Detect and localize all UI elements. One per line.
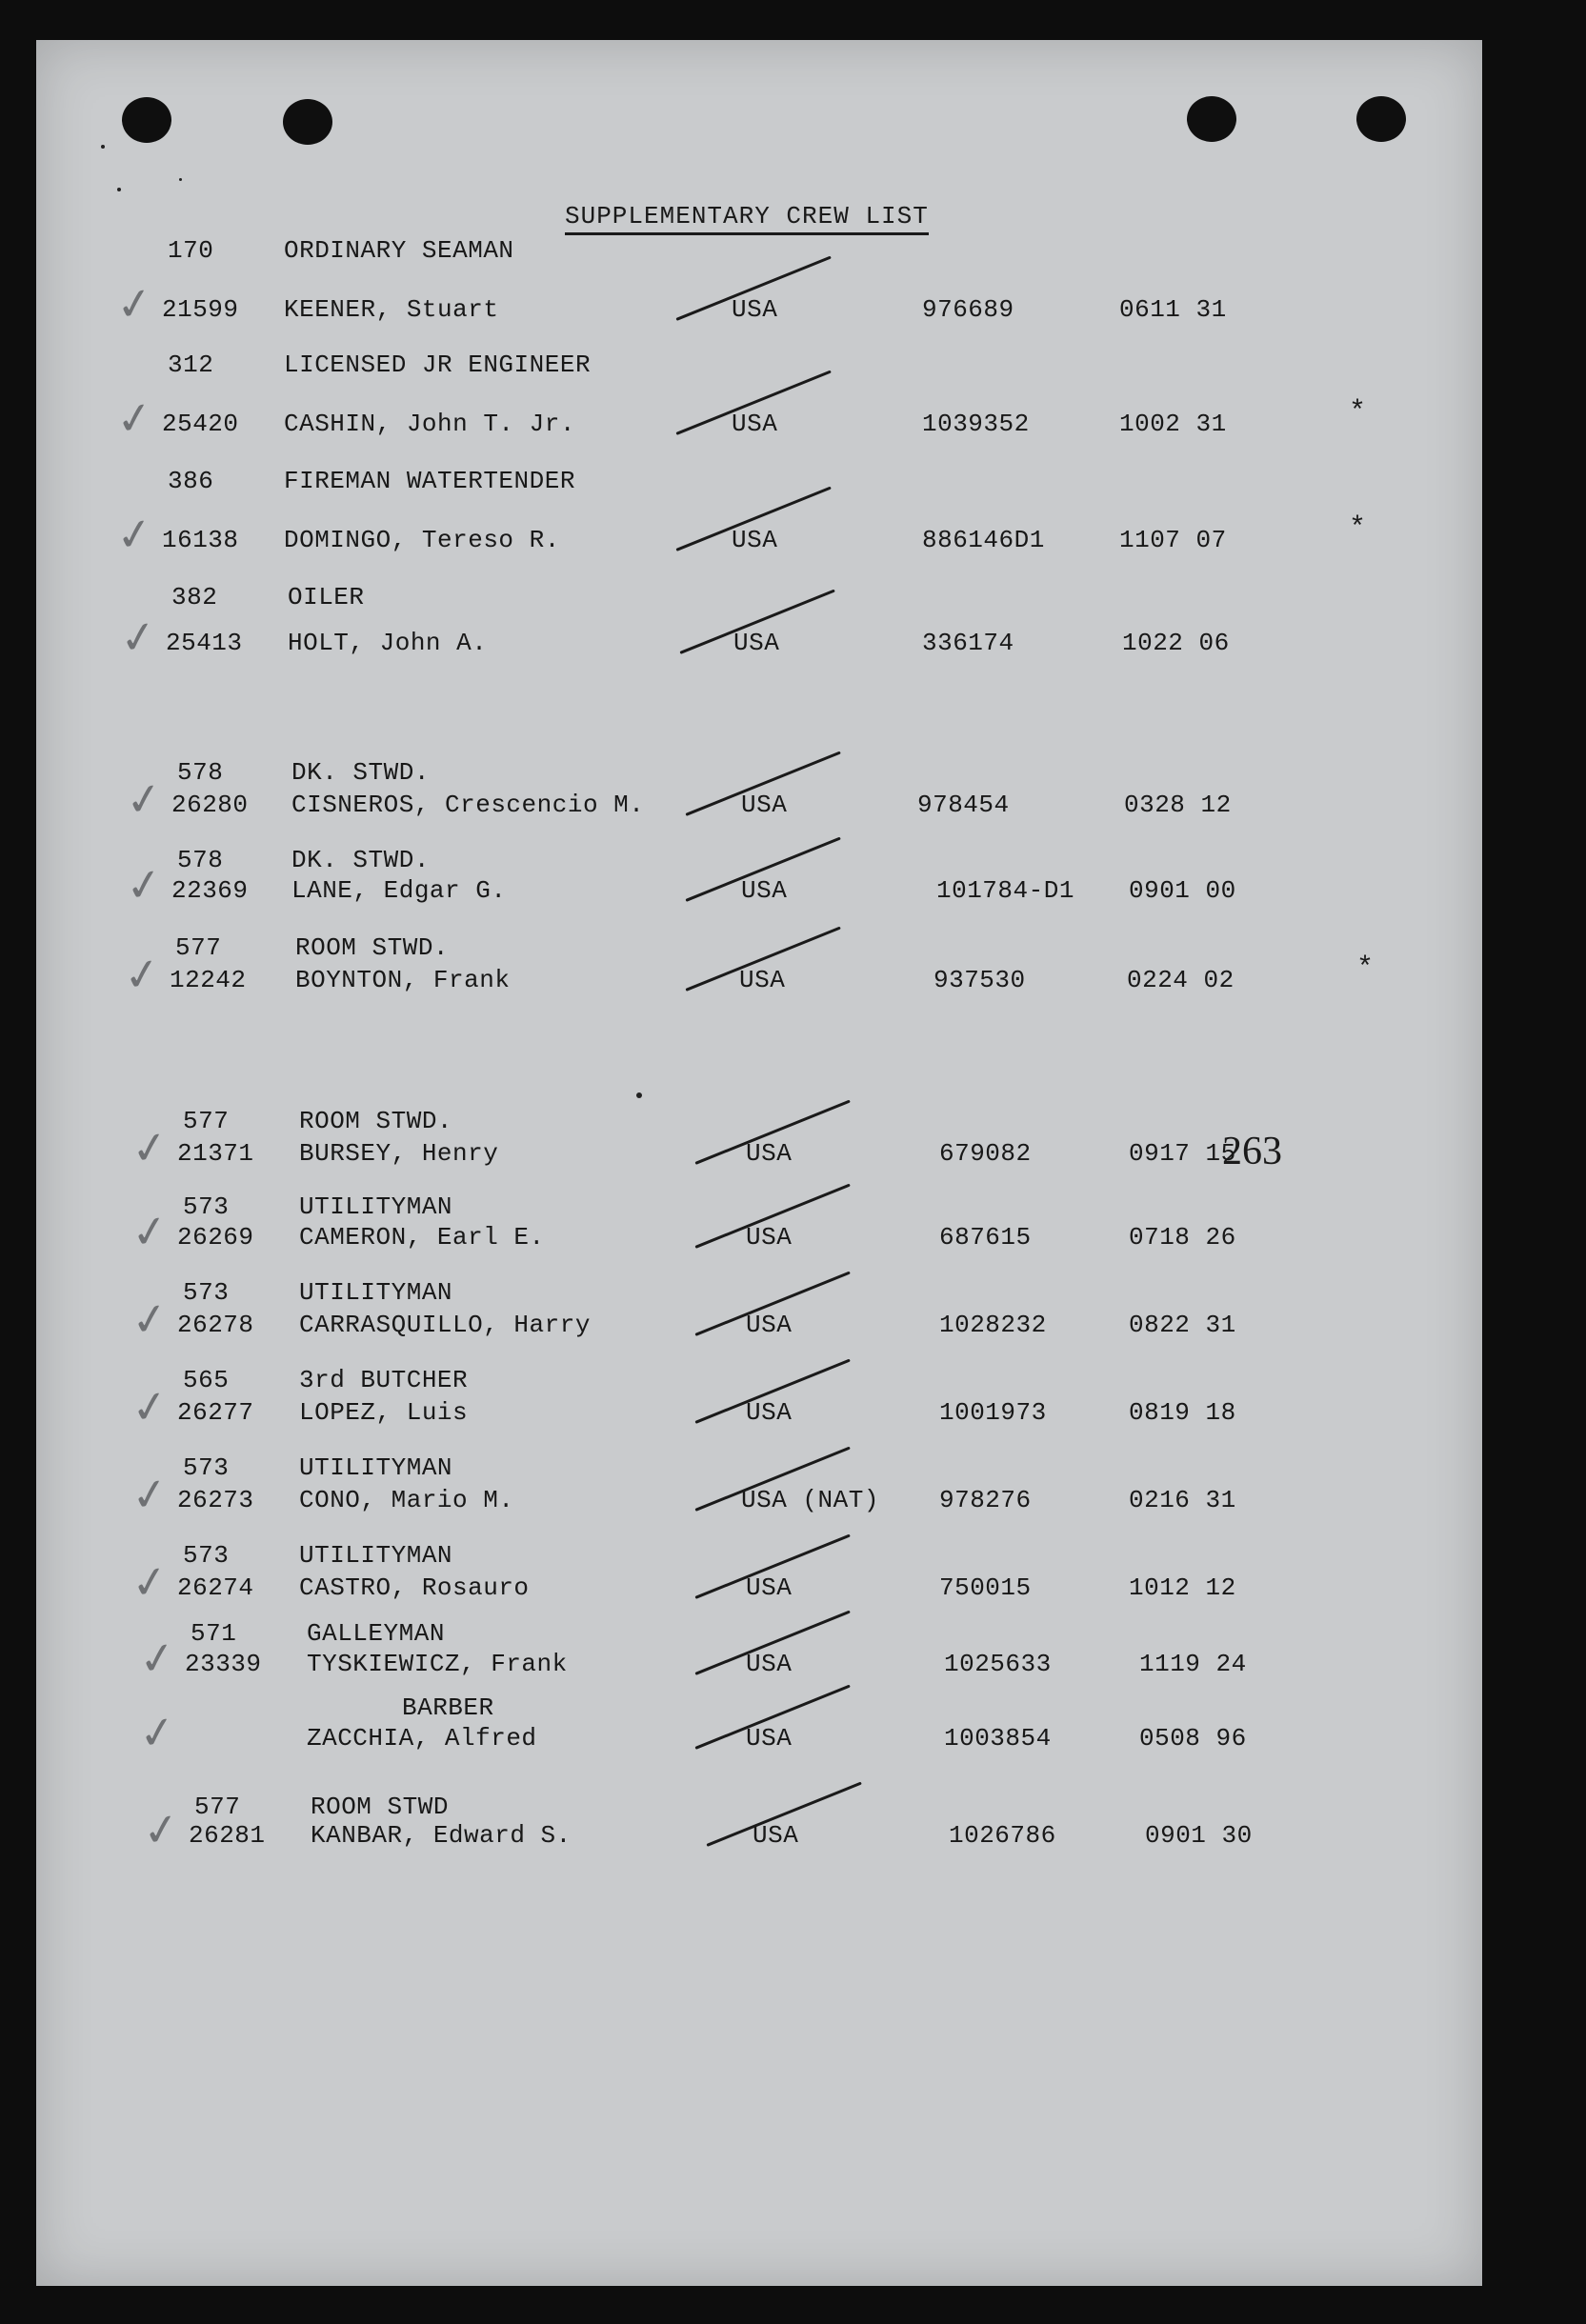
rating-code: 386 <box>168 467 214 495</box>
nationality: USA (NAT) <box>741 1486 879 1514</box>
check-mark-icon: ✓ <box>112 506 157 563</box>
certificate-number: 1003854 <box>944 1724 1052 1753</box>
date-code: 0224 02 <box>1127 966 1235 994</box>
dust-speck <box>117 188 121 191</box>
rating-code: 573 <box>183 1278 230 1307</box>
nationality: USA <box>746 1223 793 1252</box>
rating-code: 565 <box>183 1366 230 1394</box>
book-number: 26269 <box>177 1223 254 1252</box>
book-number: 26280 <box>171 791 249 819</box>
rating-title: UTILITYMAN <box>299 1192 453 1221</box>
crew-name: HOLT, John A. <box>288 629 488 657</box>
check-mark-icon: ✓ <box>120 946 165 1003</box>
certificate-number: 978276 <box>939 1486 1032 1514</box>
certificate-number: 1039352 <box>922 410 1030 438</box>
rating-code: 577 <box>183 1107 230 1135</box>
nationality: USA <box>739 966 786 994</box>
crew-name: BOYNTON, Frank <box>295 966 511 994</box>
book-number: 25413 <box>166 629 243 657</box>
crew-name: TYSKIEWICZ, Frank <box>307 1650 568 1678</box>
crew-name: CASTRO, Rosauro <box>299 1573 530 1602</box>
rating-code: 170 <box>168 236 214 265</box>
rating-title: UTILITYMAN <box>299 1541 453 1570</box>
date-code: 0508 96 <box>1139 1724 1247 1753</box>
rating-title: DK. STWD. <box>291 846 430 874</box>
rating-title: OILER <box>288 583 365 611</box>
date-code: 0216 31 <box>1129 1486 1236 1514</box>
punch-hole <box>122 97 171 143</box>
certificate-number: 978454 <box>917 791 1010 819</box>
crew-name: BURSEY, Henry <box>299 1139 499 1168</box>
crew-name: CASHIN, John T. Jr. <box>284 410 575 438</box>
book-number: 26278 <box>177 1311 254 1339</box>
rating-title: ROOM STWD <box>311 1793 449 1821</box>
nationality: USA <box>733 629 780 657</box>
date-code: 0328 12 <box>1124 791 1232 819</box>
rating-code: 573 <box>183 1192 230 1221</box>
crew-name: KANBAR, Edward S. <box>311 1821 572 1850</box>
crew-name: DOMINGO, Tereso R. <box>284 526 560 554</box>
nationality: USA <box>746 1398 793 1427</box>
check-mark-icon: ✓ <box>128 1119 172 1176</box>
asterisk-icon: * <box>1349 512 1367 545</box>
nationality: USA <box>741 791 788 819</box>
punch-hole <box>1187 96 1236 142</box>
rating-title: 3rd BUTCHER <box>299 1366 469 1394</box>
date-code: 0901 00 <box>1129 876 1236 905</box>
date-code: 1119 24 <box>1139 1650 1247 1678</box>
check-mark-icon: ✓ <box>116 609 161 666</box>
book-number: 26274 <box>177 1573 254 1602</box>
rating-code: 577 <box>194 1793 241 1821</box>
crew-name: LANE, Edgar G. <box>291 876 507 905</box>
nationality: USA <box>746 1724 793 1753</box>
rating-title: LICENSED JR ENGINEER <box>284 351 592 379</box>
check-mark-icon: ✓ <box>135 1704 180 1761</box>
check-mark-icon: ✓ <box>128 1203 172 1260</box>
rating-title: ORDINARY SEAMAN <box>284 236 514 265</box>
dust-speck <box>636 1092 642 1098</box>
certificate-number: 1001973 <box>939 1398 1047 1427</box>
rating-code: 571 <box>191 1619 237 1648</box>
crew-name: KEENER, Stuart <box>284 295 499 324</box>
rating-code: 578 <box>177 758 224 787</box>
rating-title: FIREMAN WATERTENDER <box>284 467 575 495</box>
rating-code: 578 <box>177 846 224 874</box>
crew-name: CONO, Mario M. <box>299 1486 514 1514</box>
book-number: 26273 <box>177 1486 254 1514</box>
book-number: 21599 <box>162 295 239 324</box>
date-code: 0822 31 <box>1129 1311 1236 1339</box>
check-mark-icon: ✓ <box>112 275 157 332</box>
date-code: 0611 31 <box>1119 295 1227 324</box>
check-mark-icon: ✓ <box>128 1378 172 1435</box>
nationality: USA <box>753 1821 799 1850</box>
check-mark-icon: ✓ <box>122 771 167 828</box>
check-mark-icon: ✓ <box>128 1466 172 1523</box>
book-number: 23339 <box>185 1650 262 1678</box>
book-number: 26277 <box>177 1398 254 1427</box>
certificate-number: 886146D1 <box>922 526 1045 554</box>
rating-code: 312 <box>168 351 214 379</box>
asterisk-icon: * <box>1349 396 1367 429</box>
book-number: 21371 <box>177 1139 254 1168</box>
crew-name: LOPEZ, Luis <box>299 1398 469 1427</box>
rating-title: BARBER <box>402 1693 494 1722</box>
document-page <box>36 40 1482 2286</box>
nationality: USA <box>746 1311 793 1339</box>
dust-speck <box>179 178 182 181</box>
certificate-number: 679082 <box>939 1139 1032 1168</box>
rating-title: GALLEYMAN <box>307 1619 445 1648</box>
rating-code: 573 <box>183 1453 230 1482</box>
rating-title: UTILITYMAN <box>299 1453 453 1482</box>
document-title: SUPPLEMENTARY CREW LIST <box>565 202 929 235</box>
book-number: 22369 <box>171 876 249 905</box>
certificate-number: 336174 <box>922 629 1014 657</box>
nationality: USA <box>741 876 788 905</box>
certificate-number: 687615 <box>939 1223 1032 1252</box>
rating-code: 573 <box>183 1541 230 1570</box>
nationality: USA <box>732 526 778 554</box>
nationality: USA <box>732 410 778 438</box>
rating-title: ROOM STWD. <box>299 1107 453 1135</box>
nationality: USA <box>746 1650 793 1678</box>
punch-hole <box>283 99 332 145</box>
check-mark-icon: ✓ <box>128 1553 172 1611</box>
certificate-number: 937530 <box>934 966 1026 994</box>
nationality: USA <box>732 295 778 324</box>
rating-title: ROOM STWD. <box>295 933 450 962</box>
crew-name: ZACCHIA, Alfred <box>307 1724 537 1753</box>
crew-name: CISNEROS, Crescencio M. <box>291 791 645 819</box>
book-number: 12242 <box>170 966 247 994</box>
rating-title: UTILITYMAN <box>299 1278 453 1307</box>
certificate-number: 1026786 <box>949 1821 1056 1850</box>
punch-hole <box>1356 96 1406 142</box>
rating-code: 382 <box>171 583 218 611</box>
date-code: 0819 18 <box>1129 1398 1236 1427</box>
certificate-number: 1028232 <box>939 1311 1047 1339</box>
date-code: 0718 26 <box>1129 1223 1236 1252</box>
book-number: 25420 <box>162 410 239 438</box>
nationality: USA <box>746 1573 793 1602</box>
crew-name: CARRASQUILLO, Harry <box>299 1311 591 1339</box>
asterisk-icon: * <box>1356 952 1375 985</box>
check-mark-icon: ✓ <box>122 856 167 913</box>
certificate-number: 976689 <box>922 295 1014 324</box>
date-code: 0901 30 <box>1145 1821 1253 1850</box>
dust-speck <box>101 145 105 149</box>
check-mark-icon: ✓ <box>139 1801 184 1858</box>
page-number: 263 <box>1222 1130 1282 1173</box>
crew-name: CAMERON, Earl E. <box>299 1223 545 1252</box>
book-number: 16138 <box>162 526 239 554</box>
check-mark-icon: ✓ <box>128 1291 172 1348</box>
date-code: 1022 06 <box>1122 629 1230 657</box>
date-code: 0917 15 <box>1129 1139 1236 1168</box>
date-code: 1107 07 <box>1119 526 1227 554</box>
rating-code: 577 <box>175 933 222 962</box>
nationality: USA <box>746 1139 793 1168</box>
check-mark-icon: ✓ <box>112 390 157 447</box>
book-number: 26281 <box>189 1821 266 1850</box>
rating-title: DK. STWD. <box>291 758 430 787</box>
check-mark-icon: ✓ <box>135 1630 180 1687</box>
date-code: 1002 31 <box>1119 410 1227 438</box>
certificate-number: 750015 <box>939 1573 1032 1602</box>
certificate-number: 1025633 <box>944 1650 1052 1678</box>
date-code: 1012 12 <box>1129 1573 1236 1602</box>
certificate-number: 101784-D1 <box>936 876 1074 905</box>
